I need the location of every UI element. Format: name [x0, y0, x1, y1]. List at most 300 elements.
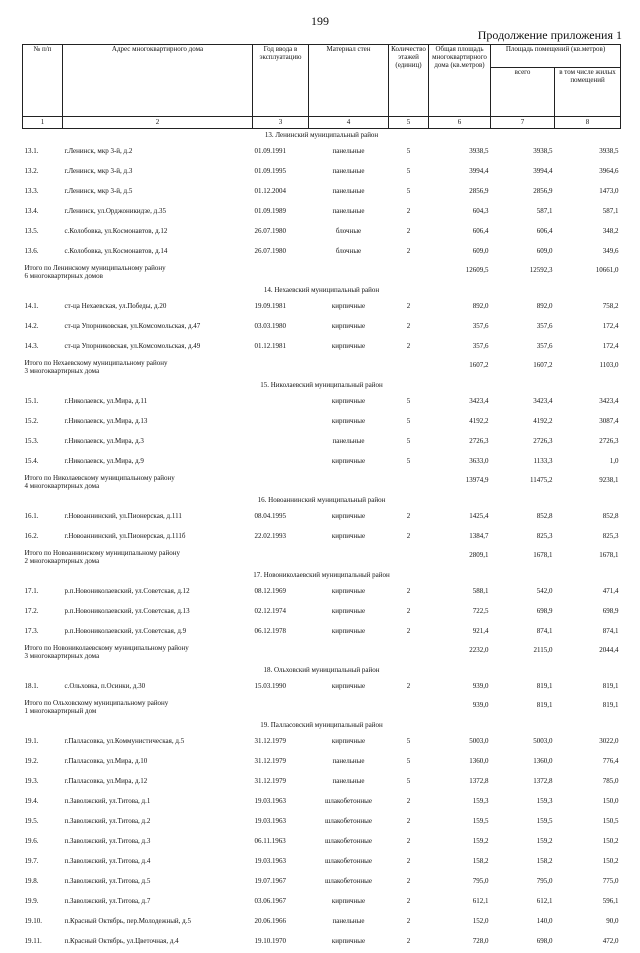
column-number: 5	[389, 117, 429, 129]
section-total-row	[23, 473, 621, 494]
floors: 2	[389, 933, 429, 953]
floors: 2	[389, 583, 429, 603]
commissioning-year: 31.12.1979	[253, 733, 309, 753]
total-area: 5003,0	[429, 733, 491, 753]
premises-area: 587,1	[491, 203, 555, 223]
table-row	[23, 163, 621, 183]
premises-area: 852,8	[491, 508, 555, 528]
floors: 2	[389, 623, 429, 643]
total-area: 1372,8	[429, 773, 491, 793]
commissioning-year: 26.07.1980	[253, 243, 309, 263]
total-area: 604,3	[429, 203, 491, 223]
floors: 2	[389, 203, 429, 223]
premises-area: 2856,9	[491, 183, 555, 203]
address: п.Красный Октябрь, пер.Молодежный, д.5	[63, 913, 253, 933]
residential-area: 150,5	[555, 813, 621, 833]
total-residential-area: 819,1	[555, 698, 621, 719]
total-area: 357,6	[429, 338, 491, 358]
row-number: 17.2.	[23, 603, 63, 623]
commissioning-year: 19.10.1970	[253, 933, 309, 953]
row-number: 18.1.	[23, 678, 63, 698]
floors: 5	[389, 733, 429, 753]
premises-area: 892,0	[491, 298, 555, 318]
address: г.Ленинск, мкр 3-й, д.2	[63, 143, 253, 163]
residential-area: 852,8	[555, 508, 621, 528]
address: г.Николаевск, ул.Мира, д.3	[63, 433, 253, 453]
col-header-year: Год ввода в эксплуатацию	[253, 45, 309, 117]
wall-material: панельные	[309, 163, 389, 183]
residential-area: 3087,4	[555, 413, 621, 433]
col-header-floors: Количество этажей (единиц)	[389, 45, 429, 117]
premises-area: 357,6	[491, 318, 555, 338]
wall-material: кирпичные	[309, 318, 389, 338]
premises-area: 158,2	[491, 853, 555, 873]
total-premises-area: 1678,1	[491, 548, 555, 569]
total-label-cell	[23, 473, 429, 494]
total-residential-area: 1103,0	[555, 358, 621, 379]
table-row	[23, 243, 621, 263]
floors: 2	[389, 913, 429, 933]
wall-material: шлакобетонные	[309, 813, 389, 833]
commissioning-year: 01.09.1991	[253, 143, 309, 163]
total-area: 159,3	[429, 793, 491, 813]
col-header-premises-total: всего	[491, 68, 555, 117]
premises-area: 159,2	[491, 833, 555, 853]
section-total-row	[23, 698, 621, 719]
col-header-total-area: Общая площадь многоквартирного дома (кв.метров)	[429, 45, 491, 117]
section-header-row	[23, 284, 621, 298]
total-area: 13974,9	[429, 473, 491, 494]
row-number: 13.2.	[23, 163, 63, 183]
total-label-line2: 4 многоквартирных дома	[25, 482, 427, 490]
table-row	[23, 413, 621, 433]
address: п.Заволжский, ул.Титова, д.1	[63, 793, 253, 813]
row-number: 15.4.	[23, 453, 63, 473]
commissioning-year: 19.09.1981	[253, 298, 309, 318]
commissioning-year: 08.04.1995	[253, 508, 309, 528]
residential-area: 1,0	[555, 453, 621, 473]
table-row	[23, 508, 621, 528]
address: п.Заволжский, ул.Титова, д.7	[63, 893, 253, 913]
commissioning-year: 31.12.1979	[253, 753, 309, 773]
section-total-row	[23, 643, 621, 664]
total-label-cell	[23, 698, 429, 719]
floors: 2	[389, 338, 429, 358]
column-number: 7	[491, 117, 555, 129]
row-number: 15.2.	[23, 413, 63, 433]
premises-area: 612,1	[491, 893, 555, 913]
premises-area: 3938,5	[491, 143, 555, 163]
premises-area: 825,3	[491, 528, 555, 548]
address: п.Заволжский, ул.Титова, д.3	[63, 833, 253, 853]
floors: 5	[389, 143, 429, 163]
section-title: 15. Николаевский муниципальный район	[23, 379, 621, 393]
residential-area: 172,4	[555, 338, 621, 358]
total-area: 612,1	[429, 893, 491, 913]
row-number: 19.8.	[23, 873, 63, 893]
address: ст-ца Упорниковская, ул.Комсомольская, д.49	[63, 338, 253, 358]
total-area: 1384,7	[429, 528, 491, 548]
address: р.п.Новониколаевский, ул.Советская, д.13	[63, 603, 253, 623]
total-label-line2: 1 многоквартирный дом	[25, 707, 427, 715]
total-area: 1360,0	[429, 753, 491, 773]
table-row	[23, 733, 621, 753]
wall-material: шлакобетонные	[309, 793, 389, 813]
floors: 2	[389, 793, 429, 813]
floors: 2	[389, 893, 429, 913]
residential-area: 698,9	[555, 603, 621, 623]
total-label-line2: 2 многоквартирных дома	[25, 557, 427, 565]
wall-material: кирпичные	[309, 338, 389, 358]
row-number: 17.3.	[23, 623, 63, 643]
floors: 2	[389, 528, 429, 548]
row-number: 14.1.	[23, 298, 63, 318]
column-number: 1	[23, 117, 63, 129]
commissioning-year: 02.12.1974	[253, 603, 309, 623]
row-number: 13.3.	[23, 183, 63, 203]
floors: 5	[389, 413, 429, 433]
column-number: 6	[429, 117, 491, 129]
floors: 5	[389, 183, 429, 203]
table-row	[23, 678, 621, 698]
row-number: 19.5.	[23, 813, 63, 833]
commissioning-year: 01.12.2004	[253, 183, 309, 203]
wall-material: кирпичные	[309, 933, 389, 953]
section-header-row	[23, 664, 621, 678]
total-label-line2: 3 многоквартирных дома	[25, 367, 427, 375]
row-number: 13.1.	[23, 143, 63, 163]
residential-area: 2726,3	[555, 433, 621, 453]
wall-material: панельные	[309, 183, 389, 203]
commissioning-year: 31.12.1979	[253, 773, 309, 793]
total-area: 2232,0	[429, 643, 491, 664]
floors: 2	[389, 223, 429, 243]
total-premises-area: 819,1	[491, 698, 555, 719]
commissioning-year	[253, 433, 309, 453]
row-number: 15.1.	[23, 393, 63, 413]
premises-area: 159,3	[491, 793, 555, 813]
row-number: 19.4.	[23, 793, 63, 813]
floors: 2	[389, 243, 429, 263]
col-header-material: Материал стен	[309, 45, 389, 117]
address: р.п.Новониколаевский, ул.Советская, д.12	[63, 583, 253, 603]
total-area: 159,2	[429, 833, 491, 853]
floors: 2	[389, 298, 429, 318]
commissioning-year: 26.07.1980	[253, 223, 309, 243]
total-area: 2726,3	[429, 433, 491, 453]
total-area: 892,0	[429, 298, 491, 318]
section-title: 13. Ленинский муниципальный район	[23, 129, 621, 144]
commissioning-year	[253, 413, 309, 433]
premises-area: 795,0	[491, 873, 555, 893]
row-number: 19.3.	[23, 773, 63, 793]
total-label-line1: Итого по Нехаевскому муниципальному району	[25, 359, 427, 367]
floors: 2	[389, 853, 429, 873]
residential-area: 471,4	[555, 583, 621, 603]
premises-area: 698,0	[491, 933, 555, 953]
table-row	[23, 933, 621, 953]
floors: 2	[389, 603, 429, 623]
table-row	[23, 528, 621, 548]
premises-area: 542,0	[491, 583, 555, 603]
address: с.Ольховка, п.Осинки, д.30	[63, 678, 253, 698]
wall-material: кирпичные	[309, 298, 389, 318]
residential-area: 776,4	[555, 753, 621, 773]
total-premises-area: 12592,3	[491, 263, 555, 284]
address: г.Ленинск, ул.Орджоникидзе, д.35	[63, 203, 253, 223]
residential-area: 1473,0	[555, 183, 621, 203]
address: с.Колобовка, ул.Космонавтов, д.14	[63, 243, 253, 263]
address: ст-ца Упорниковская, ул.Комсомольская, д.47	[63, 318, 253, 338]
residential-area: 348,2	[555, 223, 621, 243]
residential-area: 150,0	[555, 793, 621, 813]
address: г.Новоаннинский, ул.Пионерская, д.111б	[63, 528, 253, 548]
total-area: 728,0	[429, 933, 491, 953]
address: п.Заволжский, ул.Титова, д.2	[63, 813, 253, 833]
section-header-row	[23, 494, 621, 508]
premises-area: 1360,0	[491, 753, 555, 773]
table-row	[23, 603, 621, 623]
table-row	[23, 753, 621, 773]
commissioning-year: 06.12.1978	[253, 623, 309, 643]
table-row	[23, 813, 621, 833]
commissioning-year: 15.03.1990	[253, 678, 309, 698]
table-row	[23, 143, 621, 163]
commissioning-year: 08.12.1969	[253, 583, 309, 603]
address: г.Николаевск, ул.Мира, д.11	[63, 393, 253, 413]
address: г.Палласовка, ул.Мира, д.10	[63, 753, 253, 773]
premises-area: 819,1	[491, 678, 555, 698]
total-premises-area: 2115,0	[491, 643, 555, 664]
residential-area: 90,0	[555, 913, 621, 933]
wall-material: кирпичные	[309, 583, 389, 603]
row-number: 14.3.	[23, 338, 63, 358]
section-title: 17. Новониколаевский муниципальный район	[23, 569, 621, 583]
floors: 5	[389, 163, 429, 183]
residential-area: 3022,0	[555, 733, 621, 753]
table-row	[23, 853, 621, 873]
row-number: 19.9.	[23, 893, 63, 913]
total-label-line1: Итого по Ольховскому муниципальному району	[25, 699, 427, 707]
section-total-row	[23, 548, 621, 569]
total-label-line1: Итого по Новоаннинскому муниципальному району	[25, 549, 427, 557]
wall-material: панельные	[309, 203, 389, 223]
row-number: 19.2.	[23, 753, 63, 773]
residential-area: 758,2	[555, 298, 621, 318]
wall-material: панельные	[309, 143, 389, 163]
address: ст-ца Нехаевская, ул.Победы, д.20	[63, 298, 253, 318]
total-area: 1425,4	[429, 508, 491, 528]
col-header-address: Адрес многоквартирного дома	[63, 45, 253, 117]
address: г.Николаевск, ул.Мира, д.9	[63, 453, 253, 473]
total-label-line1: Итого по Николаевскому муниципальному району	[25, 474, 427, 482]
wall-material: кирпичные	[309, 733, 389, 753]
residential-area: 150,2	[555, 833, 621, 853]
total-residential-area: 2044,4	[555, 643, 621, 664]
total-area: 159,5	[429, 813, 491, 833]
residential-area: 819,1	[555, 678, 621, 698]
row-number: 19.10.	[23, 913, 63, 933]
table-row	[23, 833, 621, 853]
total-label-cell	[23, 358, 429, 379]
wall-material: кирпичные	[309, 893, 389, 913]
total-area: 609,0	[429, 243, 491, 263]
wall-material: блочные	[309, 223, 389, 243]
premises-area: 357,6	[491, 338, 555, 358]
table-body	[23, 129, 621, 953]
row-number: 19.11.	[23, 933, 63, 953]
residential-area: 472,0	[555, 933, 621, 953]
residential-area: 172,4	[555, 318, 621, 338]
total-label-line2: 3 многоквартирных дома	[25, 652, 427, 660]
residential-area: 874,1	[555, 623, 621, 643]
total-area: 3938,5	[429, 143, 491, 163]
total-area: 588,1	[429, 583, 491, 603]
total-residential-area: 9238,1	[555, 473, 621, 494]
premises-area: 874,1	[491, 623, 555, 643]
table-row	[23, 583, 621, 603]
residential-area: 3938,5	[555, 143, 621, 163]
premises-area: 609,0	[491, 243, 555, 263]
table-row	[23, 203, 621, 223]
address: с.Колобовка, ул.Космонавтов, д.12	[63, 223, 253, 243]
column-numbers-row	[23, 117, 621, 129]
total-label-cell	[23, 263, 429, 284]
total-area: 12609,5	[429, 263, 491, 284]
col-header-premises-area: Площадь помещений (кв.метров)	[491, 45, 621, 68]
premises-area: 2726,3	[491, 433, 555, 453]
table-row	[23, 393, 621, 413]
table-row	[23, 433, 621, 453]
wall-material: панельные	[309, 773, 389, 793]
row-number: 16.2.	[23, 528, 63, 548]
wall-material: кирпичные	[309, 393, 389, 413]
column-number: 8	[555, 117, 621, 129]
wall-material: кирпичные	[309, 453, 389, 473]
address: г.Николаевск, ул.Мира, д.13	[63, 413, 253, 433]
floors: 2	[389, 508, 429, 528]
premises-area: 1133,3	[491, 453, 555, 473]
wall-material: кирпичные	[309, 413, 389, 433]
wall-material: кирпичные	[309, 678, 389, 698]
total-label-line1: Итого по Ленинскому муниципальному району	[25, 264, 427, 272]
premises-area: 3423,4	[491, 393, 555, 413]
premises-area: 5003,0	[491, 733, 555, 753]
total-area: 357,6	[429, 318, 491, 338]
total-area: 722,5	[429, 603, 491, 623]
column-number: 4	[309, 117, 389, 129]
total-area: 921,4	[429, 623, 491, 643]
commissioning-year: 22.02.1993	[253, 528, 309, 548]
section-title: 16. Новоаннинский муниципальный район	[23, 494, 621, 508]
section-total-row	[23, 358, 621, 379]
address: р.п.Новониколаевский, ул.Советская, д.9	[63, 623, 253, 643]
table-row	[23, 318, 621, 338]
section-header-row	[23, 569, 621, 583]
row-number: 13.5.	[23, 223, 63, 243]
premises-area: 3994,4	[491, 163, 555, 183]
floors: 2	[389, 678, 429, 698]
commissioning-year: 03.06.1967	[253, 893, 309, 913]
premises-area: 4192,2	[491, 413, 555, 433]
address: п.Красный Октябрь, ул.Цветочная, д.4	[63, 933, 253, 953]
table-row	[23, 338, 621, 358]
address: п.Заволжский, ул.Титова, д.5	[63, 873, 253, 893]
total-premises-area: 1607,2	[491, 358, 555, 379]
total-area: 1607,2	[429, 358, 491, 379]
total-premises-area: 11475,2	[491, 473, 555, 494]
row-number: 16.1.	[23, 508, 63, 528]
commissioning-year: 06.11.1963	[253, 833, 309, 853]
total-label-cell	[23, 548, 429, 569]
commissioning-year: 03.03.1980	[253, 318, 309, 338]
total-area: 3633,0	[429, 453, 491, 473]
floors: 2	[389, 873, 429, 893]
residential-area: 825,3	[555, 528, 621, 548]
commissioning-year: 19.03.1963	[253, 853, 309, 873]
commissioning-year	[253, 453, 309, 473]
premises-area: 1372,8	[491, 773, 555, 793]
wall-material: шлакобетонные	[309, 833, 389, 853]
table-row	[23, 893, 621, 913]
row-number: 17.1.	[23, 583, 63, 603]
row-number: 13.6.	[23, 243, 63, 263]
residential-area: 785,0	[555, 773, 621, 793]
wall-material: кирпичные	[309, 603, 389, 623]
section-title: 14. Нехаевский муниципальный район	[23, 284, 621, 298]
total-residential-area: 10661,0	[555, 263, 621, 284]
commissioning-year: 01.09.1995	[253, 163, 309, 183]
residential-area: 3423,4	[555, 393, 621, 413]
commissioning-year: 20.06.1966	[253, 913, 309, 933]
column-number: 2	[63, 117, 253, 129]
section-title: 18. Ольховский муниципальный район	[23, 664, 621, 678]
row-number: 14.2.	[23, 318, 63, 338]
table-row	[23, 623, 621, 643]
premises-area: 698,9	[491, 603, 555, 623]
total-label-line2: 6 многоквартирных домов	[25, 272, 427, 280]
page-number: 199	[0, 14, 640, 29]
commissioning-year: 19.03.1963	[253, 813, 309, 833]
row-number: 19.1.	[23, 733, 63, 753]
floors: 5	[389, 393, 429, 413]
commissioning-year	[253, 393, 309, 413]
col-header-premises-residential: в том числе жилых помещений	[555, 68, 621, 117]
commissioning-year: 01.12.1981	[253, 338, 309, 358]
wall-material: панельные	[309, 433, 389, 453]
table-row	[23, 873, 621, 893]
row-number: 19.7.	[23, 853, 63, 873]
premises-area: 159,5	[491, 813, 555, 833]
total-area: 3994,4	[429, 163, 491, 183]
table-row	[23, 223, 621, 243]
total-area: 2856,9	[429, 183, 491, 203]
address: г.Палласовка, ул.Мира, д.12	[63, 773, 253, 793]
wall-material: шлакобетонные	[309, 873, 389, 893]
address: г.Новоаннинский, ул.Пионерская, д.111	[63, 508, 253, 528]
wall-material: панельные	[309, 753, 389, 773]
total-area: 158,2	[429, 853, 491, 873]
address: г.Ленинск, мкр 3-й, д.3	[63, 163, 253, 183]
wall-material: шлакобетонные	[309, 853, 389, 873]
row-number: 13.4.	[23, 203, 63, 223]
row-number: 19.6.	[23, 833, 63, 853]
floors: 2	[389, 318, 429, 338]
section-header-row	[23, 719, 621, 733]
col-header-no: № п/п	[23, 45, 63, 117]
commissioning-year: 19.07.1967	[253, 873, 309, 893]
total-area: 939,0	[429, 698, 491, 719]
